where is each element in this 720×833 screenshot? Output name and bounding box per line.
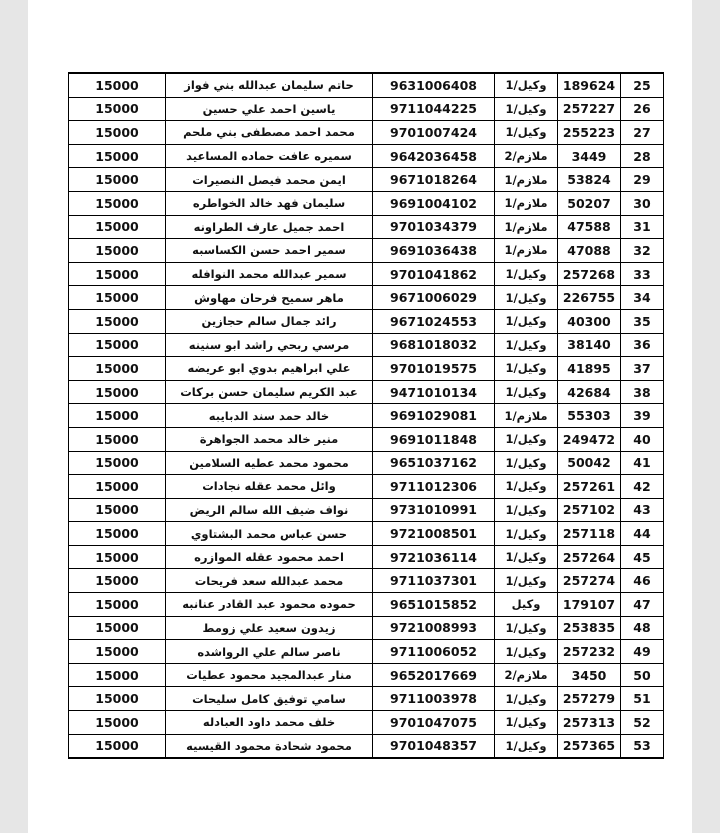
national-id-cell: 9711037301: [373, 569, 495, 593]
table-row: [69, 734, 664, 758]
name-cell: محمود شحادة محمود القيسيه: [166, 734, 373, 758]
military-number-cell: 257232: [558, 640, 621, 664]
table-row: [69, 404, 664, 428]
national-id-cell: 9631006408: [373, 73, 495, 97]
amount-cell: 15000: [69, 239, 166, 263]
national-id-cell: 9651037162: [373, 451, 495, 475]
rank-cell: وكيل/1: [495, 569, 558, 593]
rank-cell: وكيل/1: [495, 333, 558, 357]
rank-cell: ملازم/1: [495, 168, 558, 192]
rank-cell: وكيل/1: [495, 734, 558, 758]
table-row: [69, 545, 664, 569]
sequence-cell: 47: [621, 593, 664, 617]
national-id-cell: 9721008501: [373, 522, 495, 546]
table-row: [69, 522, 664, 546]
national-id-cell: 9642036458: [373, 144, 495, 168]
amount-cell: 15000: [69, 711, 166, 735]
sequence-cell: 40: [621, 427, 664, 451]
table-row: [69, 380, 664, 404]
military-number-cell: 257227: [558, 97, 621, 121]
military-number-cell: 257102: [558, 498, 621, 522]
national-id-cell: 9701019575: [373, 357, 495, 381]
rank-cell: ملازم/2: [495, 144, 558, 168]
amount-cell: 15000: [69, 97, 166, 121]
military-number-cell: 3449: [558, 144, 621, 168]
sequence-cell: 42: [621, 475, 664, 499]
national-id-cell: 9691004102: [373, 191, 495, 215]
amount-cell: 15000: [69, 215, 166, 239]
table-row: [69, 333, 664, 357]
military-number-cell: 55303: [558, 404, 621, 428]
name-cell: سمير عبدالله محمد النوافله: [166, 262, 373, 286]
amount-cell: 15000: [69, 522, 166, 546]
amount-cell: 15000: [69, 545, 166, 569]
personnel-table: [68, 72, 664, 759]
sequence-cell: 37: [621, 357, 664, 381]
rank-cell: ملازم/1: [495, 215, 558, 239]
rank-cell: وكيل/1: [495, 616, 558, 640]
table-row: [69, 121, 664, 145]
name-cell: ايمن محمد فيصل النصيرات: [166, 168, 373, 192]
sequence-cell: 41: [621, 451, 664, 475]
name-cell: نواف ضيف الله سالم الريض: [166, 498, 373, 522]
amount-cell: 15000: [69, 404, 166, 428]
military-number-cell: 257118: [558, 522, 621, 546]
sequence-cell: 46: [621, 569, 664, 593]
national-id-cell: 9681018032: [373, 333, 495, 357]
document-page: [28, 0, 692, 833]
name-cell: سامي توفيق كامل سليحات: [166, 687, 373, 711]
table-row: [69, 357, 664, 381]
name-cell: احمد محمود عقله الموازره: [166, 545, 373, 569]
military-number-cell: 257279: [558, 687, 621, 711]
amount-cell: 15000: [69, 286, 166, 310]
rank-cell: وكيل/1: [495, 640, 558, 664]
sequence-cell: 45: [621, 545, 664, 569]
amount-cell: 15000: [69, 121, 166, 145]
amount-cell: 15000: [69, 357, 166, 381]
table-row: [69, 593, 664, 617]
name-cell: منير خالد محمد الجواهرة: [166, 427, 373, 451]
name-cell: احمد جميل عارف الطراونه: [166, 215, 373, 239]
rank-cell: وكيل/1: [495, 475, 558, 499]
table-row: [69, 262, 664, 286]
military-number-cell: 257261: [558, 475, 621, 499]
rank-cell: وكيل/1: [495, 73, 558, 97]
sequence-cell: 27: [621, 121, 664, 145]
national-id-cell: 9701034379: [373, 215, 495, 239]
military-number-cell: 189624: [558, 73, 621, 97]
national-id-cell: 9711044225: [373, 97, 495, 121]
sequence-cell: 49: [621, 640, 664, 664]
rank-cell: وكيل/1: [495, 309, 558, 333]
military-number-cell: 257365: [558, 734, 621, 758]
rank-cell: وكيل/1: [495, 498, 558, 522]
table-row: [69, 97, 664, 121]
national-id-cell: 9691036438: [373, 239, 495, 263]
national-id-cell: 9671018264: [373, 168, 495, 192]
rank-cell: وكيل/1: [495, 121, 558, 145]
rank-cell: وكيل/1: [495, 427, 558, 451]
military-number-cell: 179107: [558, 593, 621, 617]
table-row: [69, 711, 664, 735]
sequence-cell: 39: [621, 404, 664, 428]
amount-cell: 15000: [69, 663, 166, 687]
sequence-cell: 29: [621, 168, 664, 192]
sequence-cell: 53: [621, 734, 664, 758]
rank-cell: وكيل/1: [495, 380, 558, 404]
military-number-cell: 257313: [558, 711, 621, 735]
rank-cell: ملازم/1: [495, 191, 558, 215]
sequence-cell: 35: [621, 309, 664, 333]
name-cell: علي ابراهيم بدوي ابو عريضه: [166, 357, 373, 381]
sequence-cell: 48: [621, 616, 664, 640]
military-number-cell: 253835: [558, 616, 621, 640]
national-id-cell: 9731010991: [373, 498, 495, 522]
sequence-cell: 33: [621, 262, 664, 286]
rank-cell: وكيل/1: [495, 262, 558, 286]
national-id-cell: 9671006029: [373, 286, 495, 310]
table-row: [69, 687, 664, 711]
name-cell: محمد عبدالله سعد فريحات: [166, 569, 373, 593]
amount-cell: 15000: [69, 498, 166, 522]
sequence-cell: 50: [621, 663, 664, 687]
sequence-cell: 36: [621, 333, 664, 357]
national-id-cell: 9652017669: [373, 663, 495, 687]
name-cell: خالد حمد سند الدبايبه: [166, 404, 373, 428]
amount-cell: 15000: [69, 144, 166, 168]
amount-cell: 15000: [69, 427, 166, 451]
table-row: [69, 286, 664, 310]
sequence-cell: 52: [621, 711, 664, 735]
table-row: [69, 168, 664, 192]
military-number-cell: 38140: [558, 333, 621, 357]
table-row: [69, 475, 664, 499]
amount-cell: 15000: [69, 451, 166, 475]
name-cell: محمود محمد عطيه السلامين: [166, 451, 373, 475]
national-id-cell: 9701048357: [373, 734, 495, 758]
national-id-cell: 9701041862: [373, 262, 495, 286]
amount-cell: 15000: [69, 168, 166, 192]
rank-cell: وكيل/1: [495, 357, 558, 381]
name-cell: زيدون سعيد علي زومط: [166, 616, 373, 640]
name-cell: ماهر سميح فرحان مهاوش: [166, 286, 373, 310]
amount-cell: 15000: [69, 640, 166, 664]
amount-cell: 15000: [69, 380, 166, 404]
name-cell: حاتم سليمان عبدالله بني فواز: [166, 73, 373, 97]
rank-cell: ملازم/1: [495, 404, 558, 428]
military-number-cell: 47088: [558, 239, 621, 263]
table-body: [69, 73, 664, 758]
military-number-cell: 249472: [558, 427, 621, 451]
sequence-cell: 30: [621, 191, 664, 215]
military-number-cell: 40300: [558, 309, 621, 333]
table-row: [69, 498, 664, 522]
name-cell: ناصر سالم علي الرواشده: [166, 640, 373, 664]
amount-cell: 15000: [69, 616, 166, 640]
military-number-cell: 226755: [558, 286, 621, 310]
amount-cell: 15000: [69, 475, 166, 499]
national-id-cell: 9711006052: [373, 640, 495, 664]
amount-cell: 15000: [69, 333, 166, 357]
name-cell: سمير احمد حسن الكساسبه: [166, 239, 373, 263]
rank-cell: وكيل/1: [495, 286, 558, 310]
table-row: [69, 616, 664, 640]
national-id-cell: 9651015852: [373, 593, 495, 617]
table-row: [69, 73, 664, 97]
rank-cell: وكيل/1: [495, 711, 558, 735]
table-row: [69, 663, 664, 687]
table-row: [69, 427, 664, 451]
name-cell: سميره عافت حماده المساعيد: [166, 144, 373, 168]
name-cell: خلف محمد داود العبادله: [166, 711, 373, 735]
table-row: [69, 569, 664, 593]
military-number-cell: 53824: [558, 168, 621, 192]
table-row: [69, 239, 664, 263]
sequence-cell: 32: [621, 239, 664, 263]
sequence-cell: 26: [621, 97, 664, 121]
military-number-cell: 257264: [558, 545, 621, 569]
military-number-cell: 47588: [558, 215, 621, 239]
rank-cell: وكيل: [495, 593, 558, 617]
sequence-cell: 44: [621, 522, 664, 546]
national-id-cell: 9711012306: [373, 475, 495, 499]
table-row: [69, 451, 664, 475]
name-cell: ياسين احمد علي حسين: [166, 97, 373, 121]
military-number-cell: 257268: [558, 262, 621, 286]
rank-cell: وكيل/1: [495, 687, 558, 711]
military-number-cell: 50042: [558, 451, 621, 475]
national-id-cell: 9701047075: [373, 711, 495, 735]
national-id-cell: 9691011848: [373, 427, 495, 451]
sequence-cell: 25: [621, 73, 664, 97]
military-number-cell: 255223: [558, 121, 621, 145]
rank-cell: وكيل/1: [495, 97, 558, 121]
amount-cell: 15000: [69, 593, 166, 617]
amount-cell: 15000: [69, 191, 166, 215]
national-id-cell: 9711003978: [373, 687, 495, 711]
name-cell: سليمان فهد خالد الخواطره: [166, 191, 373, 215]
national-id-cell: 9671024553: [373, 309, 495, 333]
rank-cell: ملازم/2: [495, 663, 558, 687]
national-id-cell: 9721008993: [373, 616, 495, 640]
sequence-cell: 43: [621, 498, 664, 522]
sequence-cell: 51: [621, 687, 664, 711]
name-cell: حموده محمود عبد القادر عنانبه: [166, 593, 373, 617]
table-row: [69, 144, 664, 168]
rank-cell: ملازم/1: [495, 239, 558, 263]
name-cell: حسن عباس محمد البشتاوي: [166, 522, 373, 546]
name-cell: رائد جمال سالم حجازين: [166, 309, 373, 333]
sequence-cell: 28: [621, 144, 664, 168]
rank-cell: وكيل/1: [495, 545, 558, 569]
personnel-table-wrapper: [68, 72, 657, 759]
military-number-cell: 3450: [558, 663, 621, 687]
table-row: [69, 640, 664, 664]
table-row: [69, 309, 664, 333]
amount-cell: 15000: [69, 262, 166, 286]
sequence-cell: 31: [621, 215, 664, 239]
military-number-cell: 50207: [558, 191, 621, 215]
amount-cell: 15000: [69, 73, 166, 97]
national-id-cell: 9721036114: [373, 545, 495, 569]
name-cell: محمد احمد مصطفى بني ملحم: [166, 121, 373, 145]
national-id-cell: 9691029081: [373, 404, 495, 428]
table-row: [69, 191, 664, 215]
rank-cell: وكيل/1: [495, 522, 558, 546]
sequence-cell: 34: [621, 286, 664, 310]
amount-cell: 15000: [69, 734, 166, 758]
table-row: [69, 215, 664, 239]
amount-cell: 15000: [69, 309, 166, 333]
national-id-cell: 9471010134: [373, 380, 495, 404]
sequence-cell: 38: [621, 380, 664, 404]
military-number-cell: 42684: [558, 380, 621, 404]
name-cell: منار عبدالمجيد محمود عطيات: [166, 663, 373, 687]
military-number-cell: 41895: [558, 357, 621, 381]
name-cell: مرسي ربحي راشد ابو سنينه: [166, 333, 373, 357]
name-cell: عبد الكريم سليمان حسن بركات: [166, 380, 373, 404]
military-number-cell: 257274: [558, 569, 621, 593]
national-id-cell: 9701007424: [373, 121, 495, 145]
amount-cell: 15000: [69, 569, 166, 593]
amount-cell: 15000: [69, 687, 166, 711]
name-cell: وائل محمد عقله نجادات: [166, 475, 373, 499]
rank-cell: وكيل/1: [495, 451, 558, 475]
